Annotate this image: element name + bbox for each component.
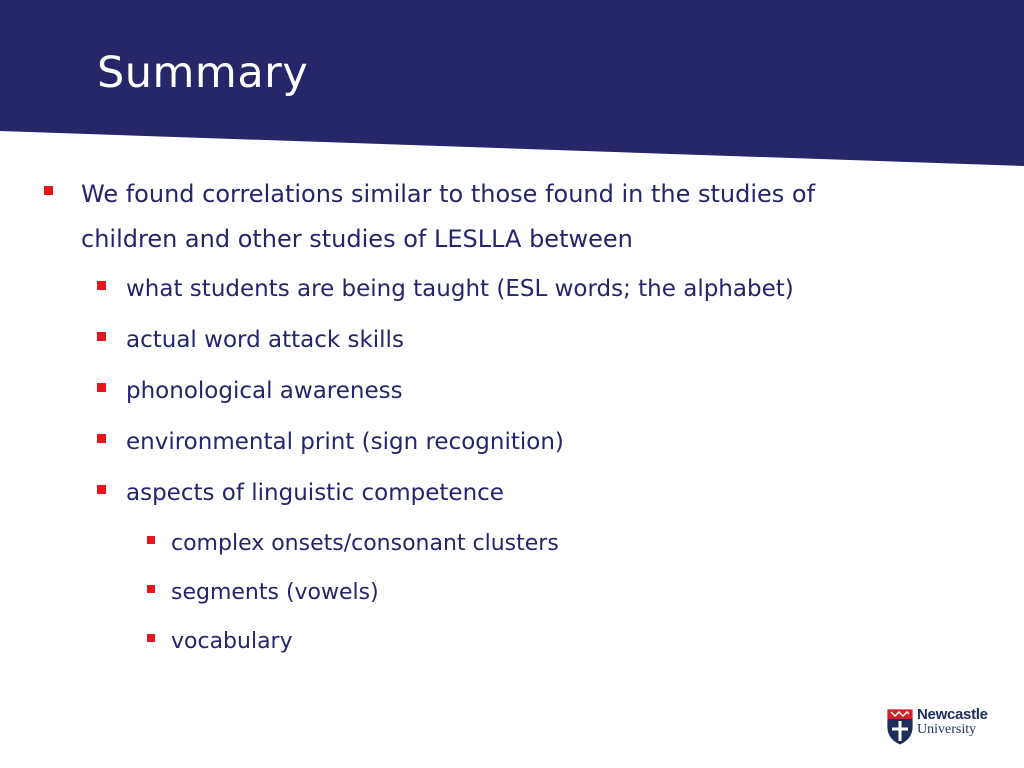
bullet-marker xyxy=(147,585,155,593)
bullet-text-level-2: aspects of linguistic competence xyxy=(126,480,504,506)
bullet-text-level-2: what students are being taught (ESL words; the alphabet) xyxy=(126,276,794,302)
bullet-text-level-3: complex onsets/consonant clusters xyxy=(171,531,559,556)
bullet-text-level-1: We found correlations similar to those found in the studies of xyxy=(81,180,816,208)
bullet-marker xyxy=(44,186,53,195)
bullet-marker xyxy=(97,434,106,443)
bullet-marker xyxy=(97,332,106,341)
university-logo xyxy=(885,705,1005,749)
bullet-marker xyxy=(147,634,155,642)
bullet-text-level-3: vocabulary xyxy=(171,629,293,654)
logo-text-newcastle: Newcastle xyxy=(917,706,988,723)
bullet-marker xyxy=(97,383,106,392)
bullet-text-level-1: children and other studies of LESLLA between xyxy=(81,225,633,253)
bullet-text-level-2: phonological awareness xyxy=(126,378,403,404)
bullet-marker xyxy=(97,281,106,290)
bullet-marker xyxy=(147,536,155,544)
slide-title: Summary xyxy=(97,48,309,98)
shield-crest-icon xyxy=(885,707,915,747)
bullet-text-level-2: actual word attack skills xyxy=(126,327,404,353)
bullet-text-level-3: segments (vowels) xyxy=(171,580,379,605)
logo-text-university: University xyxy=(917,722,977,737)
bullet-text-level-2: environmental print (sign recognition) xyxy=(126,429,564,455)
bullet-marker xyxy=(97,485,106,494)
